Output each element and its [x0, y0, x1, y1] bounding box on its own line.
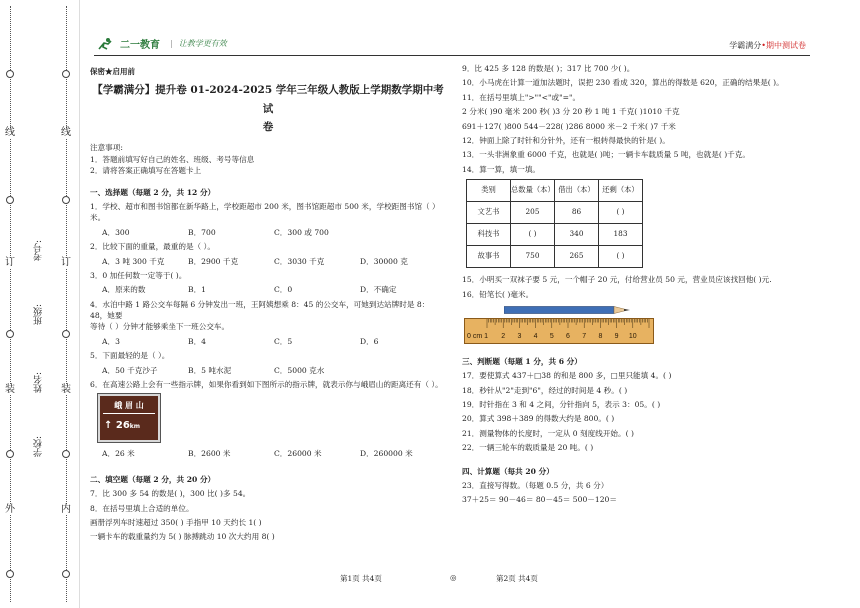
option: B．2900 千克 [188, 256, 239, 266]
ruler-scale [465, 319, 655, 345]
ruler-label: 6 [566, 332, 570, 340]
question-2-options [90, 256, 446, 267]
question-4 [90, 299, 446, 333]
question-14: 14．算一算，填一填。 [462, 164, 541, 174]
option: C．300 或 700 [274, 227, 329, 237]
option: D．6 [360, 336, 379, 346]
section-judge-title: 三、判断题（每题 1 分，共 6 分） [462, 356, 582, 366]
center-mark-icon: ◎ [450, 573, 457, 582]
table-cell: 750 [511, 246, 555, 268]
option: C．26000 米 [274, 449, 322, 459]
binding-strip [0, 0, 80, 608]
table-header-cell: 还剩（本） [599, 180, 643, 202]
question-22: 22．一辆三轮车的载质量是 20 吨。( ) [462, 443, 594, 453]
option: C．5 [274, 336, 293, 346]
question-8-line-b: 一辆卡车的载重量约为 5( ) 脉搏跳动 10 次大约用 8( ) [90, 532, 275, 542]
ruler-label: 3 [517, 332, 522, 340]
header-exam-type: •期中测试卷 [761, 41, 806, 50]
school-field-label: 学校: [34, 436, 44, 458]
question-3-options [90, 284, 446, 295]
option: A．26 米 [102, 449, 135, 459]
section-calc-title: 四、计算题（每共 20 分） [462, 466, 554, 476]
secret-label: 保密★启用前 [90, 67, 135, 76]
sign-distance [104, 418, 140, 433]
question-13: 13．一头非洲象重 6000 千克，也就是( )吨；一辆卡车载质量 5 吨，也就是( )千克。 [462, 150, 750, 160]
sign-place-name: 峨 眉 山 [114, 401, 144, 411]
left-page-number: 第1页 共4页 [340, 574, 382, 583]
table-cell: 文艺书 [467, 202, 511, 224]
pencil-ruler-figure [464, 304, 654, 348]
left-page [90, 60, 446, 543]
table-cell: ( ) [511, 224, 555, 246]
option: C．3030 千克 [274, 256, 325, 266]
binding-circle [62, 70, 70, 78]
question-9: 9．比 425 多 128 的数是( )；317 比 700 少( )。 [462, 64, 635, 73]
exam-title-line-2: 卷 [262, 121, 274, 133]
question-20: 20．算式 398＋389 的得数大约是 800。( ) [462, 414, 615, 424]
notes-title: 注意事项: [90, 143, 123, 153]
header-logo: 二一教育 | 让教学更有效 [96, 36, 227, 51]
option: B．5 吨水泥 [188, 365, 232, 375]
sign-distance-unit: km [129, 423, 141, 431]
option: C．5000 克水 [274, 365, 325, 375]
table-cell: ( ) [599, 246, 643, 268]
question-3: 3．0 加任何数一定等于( )。 [90, 270, 187, 280]
binding-char: 外 [5, 504, 15, 515]
class-field-label: 班级: [34, 304, 44, 326]
binding-circle [6, 330, 14, 338]
option: A．3 吨 300 千克 [102, 256, 165, 266]
binding-circle [62, 570, 70, 578]
ruler-label: 8 [598, 332, 603, 340]
option: B．2600 米 [188, 449, 231, 459]
table-cell: 340 [555, 224, 599, 246]
ruler-label: 2 [501, 332, 506, 340]
question-11-line-a: 2 分米( )90 毫米 200 秒( )3 分 20 秒 1 吨 1 千克( )1010 千克 [462, 107, 680, 117]
binding-char: 装 [5, 384, 15, 395]
table-header-cell: 借出（本） [555, 180, 599, 202]
binding-char: 线 [61, 127, 71, 138]
exam-title [90, 81, 446, 136]
section-fill-title: 二、填空题（每题 2 分，共 20 分） [90, 474, 216, 484]
arrow-up-icon: ↑ [104, 420, 113, 432]
question-1: 1．学校、超市和图书馆都在新华路上，学校距超市 200 米，图书馆距超市 500 米，学校距图书馆（ ）米。 [90, 201, 440, 223]
notes [90, 142, 446, 176]
binding-circle [6, 450, 14, 458]
question-10: 10．小马虎在计算一道加法题时，误把 230 看成 320，算出的得数是 620，正确的结果是( )。 [462, 78, 784, 88]
exam-title-line-1: 【学霸满分】提升卷 01-2024-2025 学年三年级人教版上学期数学期中考试 [92, 84, 444, 115]
binding-char: 订 [61, 257, 71, 268]
question-1-options [90, 227, 446, 238]
table-cell: 86 [555, 202, 599, 224]
logo-slogan: 让教学更有效 [178, 39, 227, 48]
option: A．原来的数 [102, 285, 146, 295]
road-sign-image [98, 394, 160, 442]
table-cell: 265 [555, 246, 599, 268]
option: B．700 [188, 227, 216, 237]
table-header-row [467, 180, 643, 202]
binding-circle [62, 196, 70, 204]
question-8: 8．在括号里填上合适的单位。 [90, 503, 194, 513]
question-19: 19．时针指在 3 和 4 之间，分针指向 5，表示 3：05。( ) [462, 400, 661, 410]
right-page [462, 60, 812, 506]
table-cell: 故事书 [467, 246, 511, 268]
option: D．260000 米 [360, 449, 413, 459]
logo-text: 二一教育 [120, 40, 160, 51]
sign-divider [103, 413, 155, 414]
header-right-label [729, 40, 806, 51]
binding-circle [6, 570, 14, 578]
header-brand: 学霸满分 [729, 41, 762, 50]
question-15: 15．小明买一双袜子要 5 元，一个帽子 20 元，付给营业员 50 元，营业员应该找回他( )元. [462, 275, 772, 285]
note-item: 2．请将答案正确填写在答题卡上 [90, 166, 202, 176]
question-11: 11．在括号里填上">""<"或"="。 [462, 92, 581, 102]
table-cell: 183 [599, 224, 643, 246]
header-divider [94, 55, 810, 56]
option: A．3 [102, 336, 120, 346]
option: A．300 [102, 227, 130, 237]
right-page-number: 第2页 共4页 [496, 574, 538, 583]
binding-circle [6, 70, 14, 78]
question-23: 23．直接写得数。（每题 0.5 分，共 6 分） [462, 481, 609, 491]
table-row [467, 224, 643, 246]
binding-circle [62, 450, 70, 458]
binding-circle [62, 330, 70, 338]
ruler [464, 318, 654, 344]
table-cell: ( ) [599, 202, 643, 224]
ruler-label: 5 [549, 332, 554, 340]
option: C．0 [274, 285, 293, 295]
question-21: 21．测量物体的长度时，一定从 0 刻度线开始。( ) [462, 428, 634, 438]
question-12: 12．钟面上除了时针和分针外，还有一根转得最快的针是( )。 [462, 135, 670, 145]
exam-number-field-label: 考号: [34, 240, 44, 262]
ruler-label: 10 [628, 332, 637, 340]
question-8-line-a: 画册浮列车时速超过 350( ) 手指甲 10 天约长 1( ) [90, 517, 262, 527]
option: D．不确定 [360, 285, 397, 295]
binding-char: 内 [61, 504, 71, 515]
table-row [467, 246, 643, 268]
question-23-items: 37＋25＝ 90－46＝ 80－45＝ 500－120＝ [462, 495, 617, 505]
question-4-line-2: 等待（ ）分钟才能够乘坐下一班公交车。 [90, 322, 230, 332]
table-header-cell: 总数量（本） [511, 180, 555, 202]
option: A．50 千克沙子 [102, 365, 158, 375]
book-stats-table [466, 179, 643, 268]
ruler-label: 7 [582, 332, 587, 340]
binding-char: 装 [61, 384, 71, 395]
option: B．1 [188, 285, 207, 295]
table-cell: 科技书 [467, 224, 511, 246]
binding-char: 订 [5, 257, 15, 268]
ruler-label: 9 [614, 332, 619, 340]
question-7: 7．比 300 多 54 的数是( )，300 比( )多 54。 [90, 489, 251, 499]
question-4-options [90, 336, 446, 347]
table-header-cell: 类别 [467, 180, 511, 202]
option: B．4 [188, 336, 207, 346]
question-5-options [90, 365, 446, 376]
ruler-label: 4 [533, 332, 538, 340]
question-11-line-b: 691＋127( )800 544－228( )286 8000 米－2 千米( )7 千米 [462, 121, 676, 131]
sign-distance-value: 26 [115, 420, 130, 432]
question-6: 6．在高速公路上会有一些指示牌，如果你看到如下图所示的指示牌，就表示你与峨眉山的距离还有（ ）。 [90, 380, 443, 390]
option: D．30000 克 [360, 256, 408, 266]
pencil-icon [504, 306, 630, 314]
note-item: 1．答题前填写好自己的姓名、班级、考号等信息 [90, 154, 255, 164]
question-2: 2．比较下面的重量，最重的是（ ）。 [90, 242, 215, 252]
question-5: 5．下面最轻的是（ ）。 [90, 351, 170, 361]
question-18: 18．秒针从"2"走到"6"，经过的时间是 4 秒。( ) [462, 385, 628, 395]
table-row [467, 202, 643, 224]
question-6-options [90, 448, 446, 459]
runner-logo-icon [96, 37, 114, 51]
name-field-label: 姓名: [34, 372, 44, 394]
section-choice-title: 一、选择题（每题 2 分，共 12 分） [90, 187, 216, 197]
question-17: 17．要使算式 437＋□38 的和是 800 多，□里只能填 4。( ) [462, 371, 672, 381]
table-cell: 205 [511, 202, 555, 224]
question-16: 16．铅笔长( )毫米。 [462, 289, 534, 299]
binding-char: 线 [5, 127, 15, 138]
binding-circle [6, 196, 14, 204]
question-4-line-1: 4．水泊中路 1 路公交车每隔 6 分钟发出一班，王阿姨想乘 8：45 的公交车，可她到达站牌时是 8：48，她要 [90, 299, 430, 321]
ruler-label: 0 cm 1 [467, 332, 489, 340]
